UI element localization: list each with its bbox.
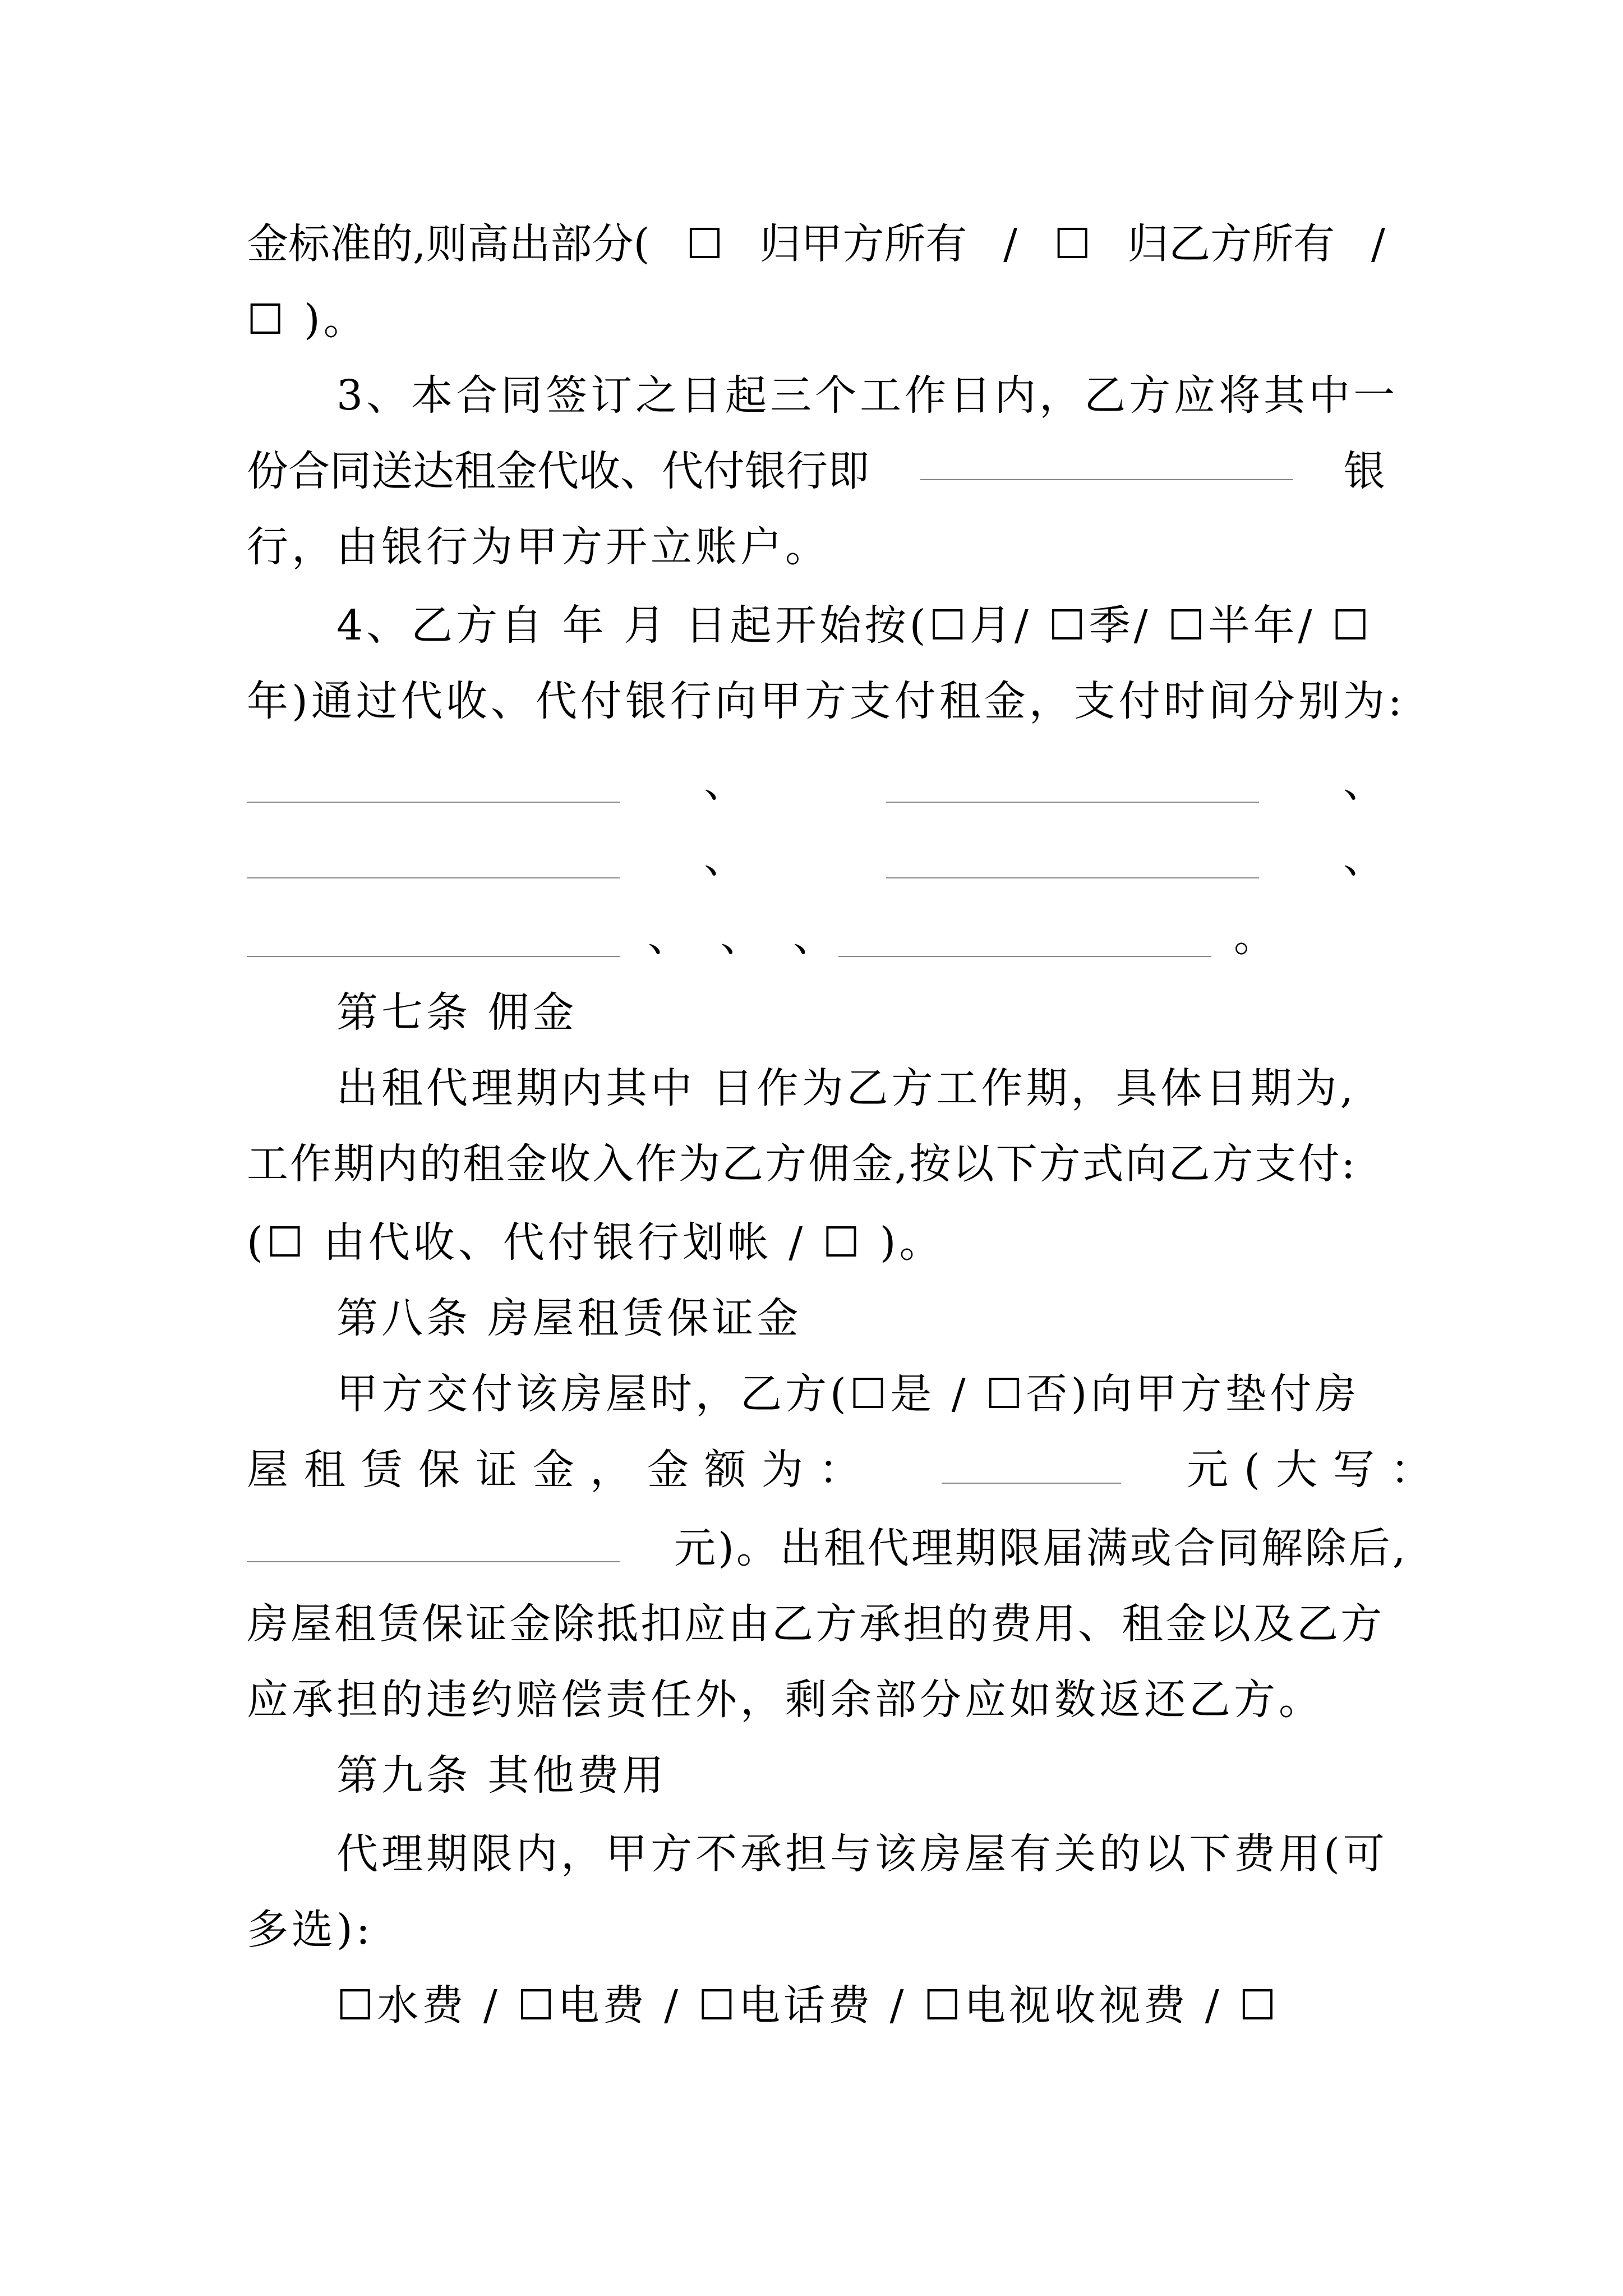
separator: 、 (1343, 834, 1385, 882)
fill-blank (920, 443, 1293, 480)
fill-blank (838, 920, 1211, 957)
text-segment: 份合同送达租金代收、代付银行即 (247, 447, 869, 495)
text-line: 3、本合同签订之日起三个工作日内，乙方应将其中一 (336, 371, 1399, 420)
text-line: 4、乙方自 年 月 日起开始按(☐月/ ☐季/ ☐半年/ ☐ (336, 601, 1373, 650)
text-line: 房屋租赁保证金除抵扣应由乙方承担的费用、租金以及乙方 (247, 1600, 1384, 1648)
text-line: ☐ )。 (247, 296, 368, 344)
text-segment: 元(大写： (1187, 1446, 1447, 1494)
text-segment: 元)。出租代理期限届满或合同解除后, (674, 1524, 1408, 1572)
separator: 、 、 、 (648, 913, 844, 961)
text-line (247, 1442, 1447, 1498)
text-line: 应承担的违约赔偿责任外，剩余部分应如数返还乙方。 (247, 1676, 1324, 1724)
schedule-row (247, 754, 1385, 811)
fill-blank (886, 841, 1259, 878)
separator: 、 (1343, 758, 1385, 807)
separator: 、 (704, 834, 745, 882)
text-line: 代理期限内，甲方不承担与该房屋有关的以下费用(可 (336, 1830, 1388, 1878)
fill-blank (942, 1447, 1121, 1484)
text-line (247, 1520, 1408, 1576)
text-line: 工作期内的租金收入作为乙方佣金,按以下方式向乙方支付: (247, 1140, 1357, 1188)
section-heading: 第九条 其他费用 (336, 1751, 667, 1800)
section-heading: 第七条 佣金 (336, 988, 578, 1037)
schedule-row (247, 830, 1385, 886)
fill-blank (247, 841, 620, 878)
text-line: 甲方交付该房屋时，乙方(☐是 / ☐否)向甲方垫付房 (336, 1370, 1360, 1418)
text-segment: / (1371, 220, 1385, 268)
text-line: 年)通过代收、代付银行向甲方支付租金，支付时间分别为: (247, 677, 1405, 725)
text-line: (☐ 由代收、代付银行划帐 / ☐ )。 (247, 1218, 944, 1267)
text-segment: 屋租赁保证金，金额为： (247, 1446, 876, 1494)
text-line: 出租代理期内其中 日作为乙方工作期，具体日期为, (336, 1064, 1357, 1112)
text-segment: 银 (1344, 447, 1385, 495)
fill-blank (247, 920, 620, 957)
text-line: 多选): (247, 1906, 374, 1954)
text-segment: / (1003, 220, 1018, 268)
section-heading: 第八条 房屋租赁保证金 (336, 1294, 802, 1342)
checkbox-icon: ☐ (1054, 220, 1091, 268)
text-segment: 金标准的,则高出部分( (247, 220, 650, 268)
fill-blank (247, 1525, 620, 1562)
fill-blank (247, 766, 620, 803)
period: 。 (1234, 913, 1275, 961)
text-line: ☐水费 / ☐电费 / ☐电话费 / ☐电视收视费 / ☐ (336, 1981, 1280, 2030)
separator: 、 (704, 758, 745, 807)
text-line: 行，由银行为甲方开立账户。 (247, 523, 830, 571)
fill-blank (886, 766, 1259, 803)
text-segment: 归甲方所有 (759, 220, 967, 268)
checkbox-icon: ☐ (686, 220, 723, 268)
text-line (247, 216, 1385, 272)
text-segment: 归乙方所有 (1127, 220, 1335, 268)
text-line (247, 443, 1385, 499)
schedule-row (247, 909, 1385, 965)
